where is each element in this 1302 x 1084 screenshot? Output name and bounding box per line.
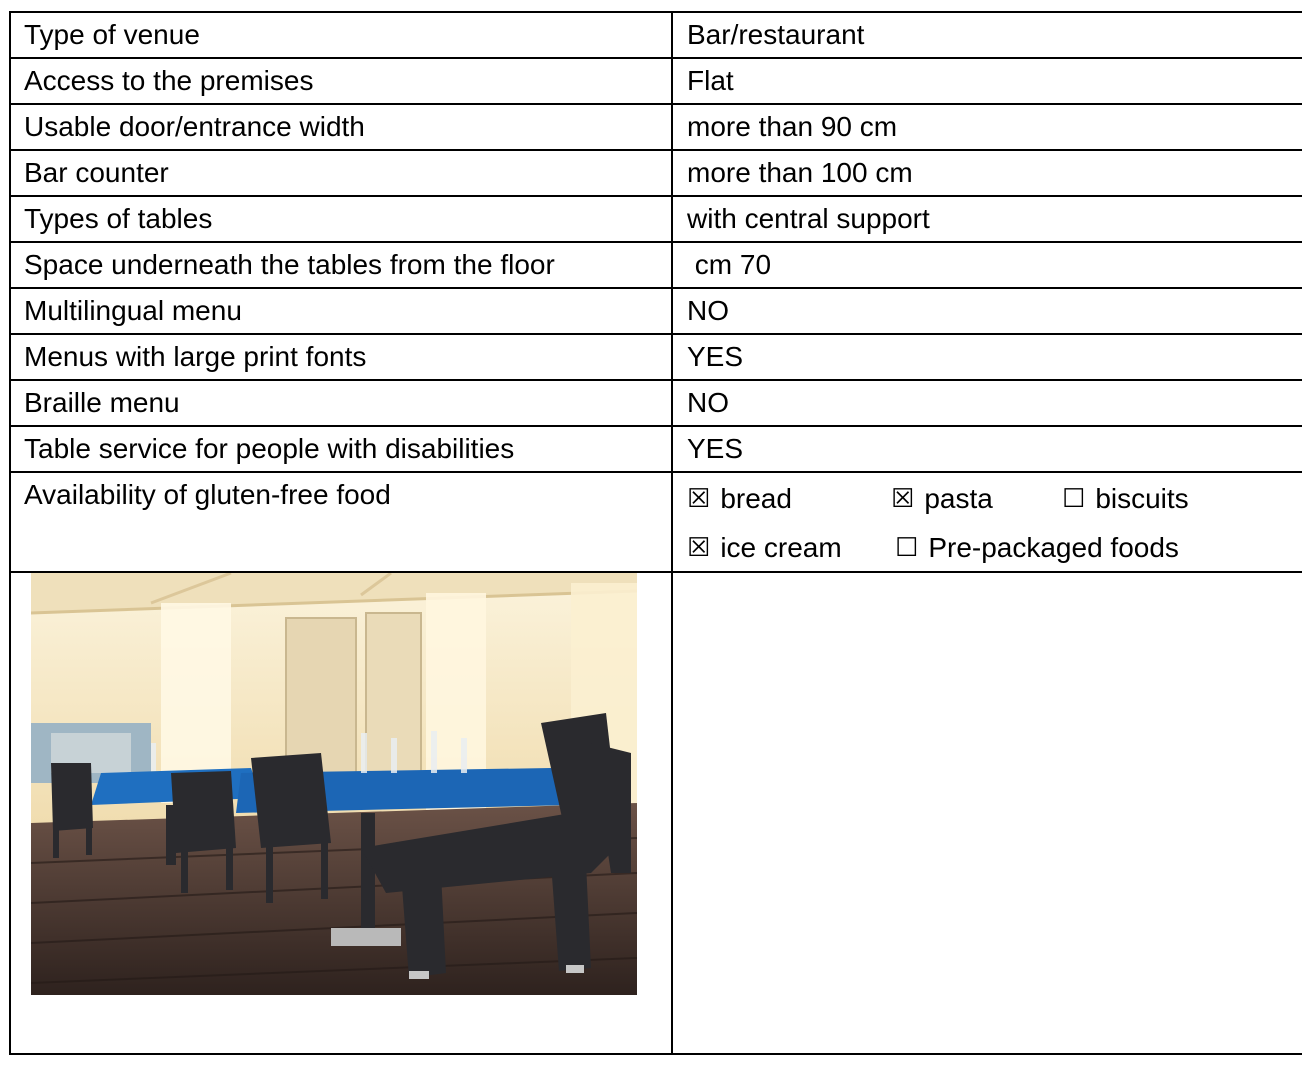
checkbox-unchecked-icon[interactable]: ☐ (895, 533, 919, 563)
row-label: Types of tables (10, 196, 672, 242)
option-label: biscuits (1095, 483, 1189, 514)
checkbox-checked-icon[interactable]: ☒ (687, 533, 711, 563)
checkbox-unchecked-icon[interactable]: ☐ (1062, 484, 1086, 514)
option-label: pasta (924, 483, 993, 514)
gluten-free-row (10, 472, 1302, 572)
row-label: Type of venue (10, 12, 672, 58)
row-value: Flat (672, 58, 1302, 104)
table-row (10, 288, 1302, 334)
row-label: Usable door/entrance width (10, 104, 672, 150)
option-pasta[interactable] (891, 476, 1062, 522)
table-row (10, 334, 1302, 380)
table-row (10, 104, 1302, 150)
row-value: YES (672, 334, 1302, 380)
row-label: Access to the premises (10, 58, 672, 104)
row-value: cm 70 (672, 242, 1302, 288)
row-label: Table service for people with disabilities (10, 426, 672, 472)
row-label: Multilingual menu (10, 288, 672, 334)
option-label: ice cream (720, 532, 842, 563)
row-label: Braille menu (10, 380, 672, 426)
table-row (10, 150, 1302, 196)
option-biscuits[interactable] (1062, 476, 1189, 522)
row-label: Bar counter (10, 150, 672, 196)
option-label: bread (720, 483, 792, 514)
row-value: NO (672, 380, 1302, 426)
options-line-1 (687, 473, 1302, 522)
row-value: YES (672, 426, 1302, 472)
table-row (10, 242, 1302, 288)
table-row (10, 196, 1302, 242)
row-value: Bar/restaurant (672, 12, 1302, 58)
option-pre-packaged-foods[interactable] (895, 525, 1179, 571)
empty-cell (672, 572, 1302, 1054)
options-line-2 (687, 522, 1302, 571)
row-value: more than 100 cm (672, 150, 1302, 196)
option-bread[interactable] (687, 476, 891, 522)
table-row (10, 58, 1302, 104)
checkbox-checked-icon[interactable]: ☒ (891, 484, 915, 514)
photo-cell (10, 572, 672, 1054)
option-label: Pre-packaged foods (928, 532, 1179, 563)
photo-row (10, 572, 1302, 1054)
gluten-free-options (672, 472, 1302, 572)
row-label: Menus with large print fonts (10, 334, 672, 380)
row-value: more than 90 cm (672, 104, 1302, 150)
row-label: Availability of gluten-free food (10, 472, 672, 572)
row-value: NO (672, 288, 1302, 334)
restaurant-terrace-photo (31, 573, 637, 995)
venue-info-table (9, 11, 1302, 1055)
table-row (10, 380, 1302, 426)
row-value: with central support (672, 196, 1302, 242)
option-ice-cream[interactable] (687, 525, 895, 571)
table-row (10, 12, 1302, 58)
row-label: Space underneath the tables from the floor (10, 242, 672, 288)
table-row (10, 426, 1302, 472)
checkbox-checked-icon[interactable]: ☒ (687, 484, 711, 514)
